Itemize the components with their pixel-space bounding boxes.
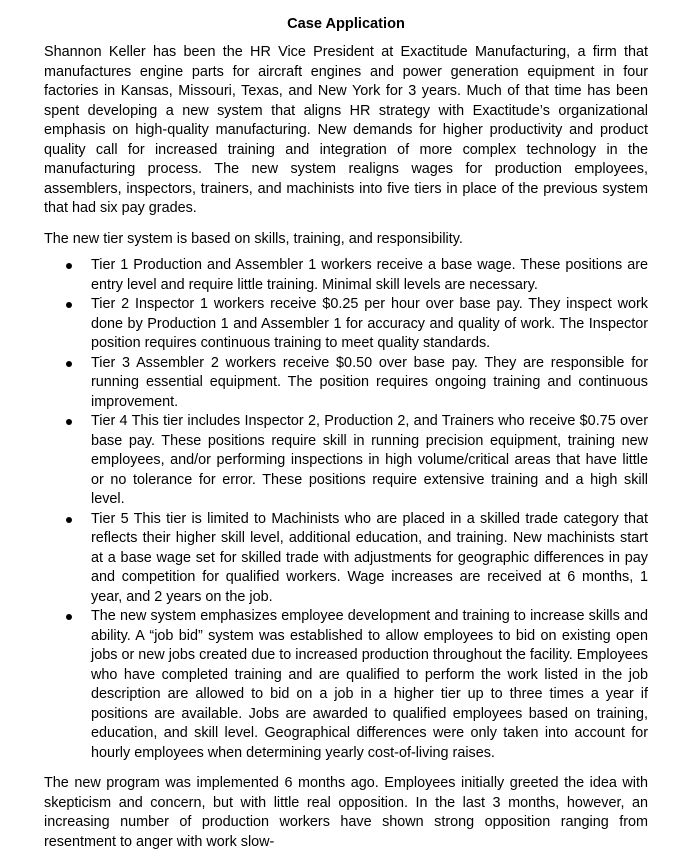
- bullet-dot-icon: [66, 517, 72, 523]
- bullet-dot-icon: [66, 419, 72, 425]
- bullet-text: Tier 1 Production and Assembler 1 workers receive a base wage. These positions are entry level and require little training. Minimal skill levels are necessary.: [91, 257, 648, 293]
- implementation-paragraph: The new program was implemented 6 months ago. Employees initially greeted the idea with skepticism and concern, but with little real opposition. In the last 3 months, however, an increasing number of production workers have shown strong opposition ranging from resentment to anger with work slow-: [44, 775, 648, 850]
- bullet-tier-4: [44, 412, 648, 510]
- intro-paragraph: Shannon Keller has been the HR Vice President at Exactitude Manufacturing, a firm that manufactures engine parts for aircraft engines and power generation equipment in four factories in Kansas, Missouri, Texas, and New York for 3 years. Much of that time has been spent developing a new system that aligns HR strategy with Exactitude’s organizational emphasis on high-quality manufacturing. New demands for higher productivity and product quality call for increased training and integration of more complex technology in the manufacturing process. The new system realigns wages for production employees, assemblers, inspectors, trainers, and machinists into five tiers in place of the previous system that had six pay grades.: [44, 44, 648, 216]
- bullet-tier-3: [44, 354, 648, 413]
- tier-bullet-list: [44, 256, 648, 763]
- bullet-text: Tier 5 This tier is limited to Machinists who are placed in a skilled trade category that reflects their higher skill level, additional education, and training. New machinists start at a base wage set for skilled trade with adjustments for geographic differences in pay and competition for qualified workers. Wage increases are received at 6 months, 1 year, and 2 years on the job.: [91, 510, 648, 605]
- bullet-text: The new system emphasizes employee development and training to increase skills and ability. A “job bid” system was established to allow employees to bid on existing open jobs or new jobs created due to increased production throughout the facility. Employees who have completed training and are qualified to perform the work listed in the job description are allowed to bid on a job in a higher tier up to three times a year if positions are available. Jobs are awarded to qualified employees based on training, education, and skill level. Geographical differences were only taken into account for hourly employees when determining yearly cost-of-living raises.: [91, 608, 648, 761]
- bullet-text: Tier 4 This tier includes Inspector 2, Production 2, and Trainers who receive $0.75 over base pay. These positions require skill in running precision equipment, training new employees, and/or performing inspections in high volume/critical areas that have little or no tolerance for error. These positions require extensive training and a high skill level.: [91, 413, 648, 507]
- bullet-tier-2: [44, 295, 648, 354]
- bullet-tier-5: [44, 510, 648, 608]
- bullet-dot-icon: [66, 361, 72, 367]
- bullet-dot-icon: [66, 614, 72, 620]
- document-title: Case Application: [287, 16, 405, 32]
- bullet-text: Tier 2 Inspector 1 workers receive $0.25 per hour over base pay. They inspect work done by Production 1 and Assembler 1 for accuracy and quality of work. The Inspector position requires continuous training to meet quality standards.: [91, 296, 648, 351]
- tier-system-intro: The new tier system is based on skills, training, and responsibility.: [44, 230, 463, 247]
- bullet-dot-icon: [66, 263, 72, 269]
- bullet-job-bid-system: [44, 607, 648, 763]
- document-page: [44, 14, 648, 863]
- bullet-tier-1: [44, 256, 648, 295]
- bullet-dot-icon: [66, 302, 72, 308]
- bullet-text: Tier 3 Assembler 2 workers receive $0.50 over base pay. They are responsible for running essential equipment. The position requires ongoing training and continuous improvement.: [91, 354, 648, 410]
